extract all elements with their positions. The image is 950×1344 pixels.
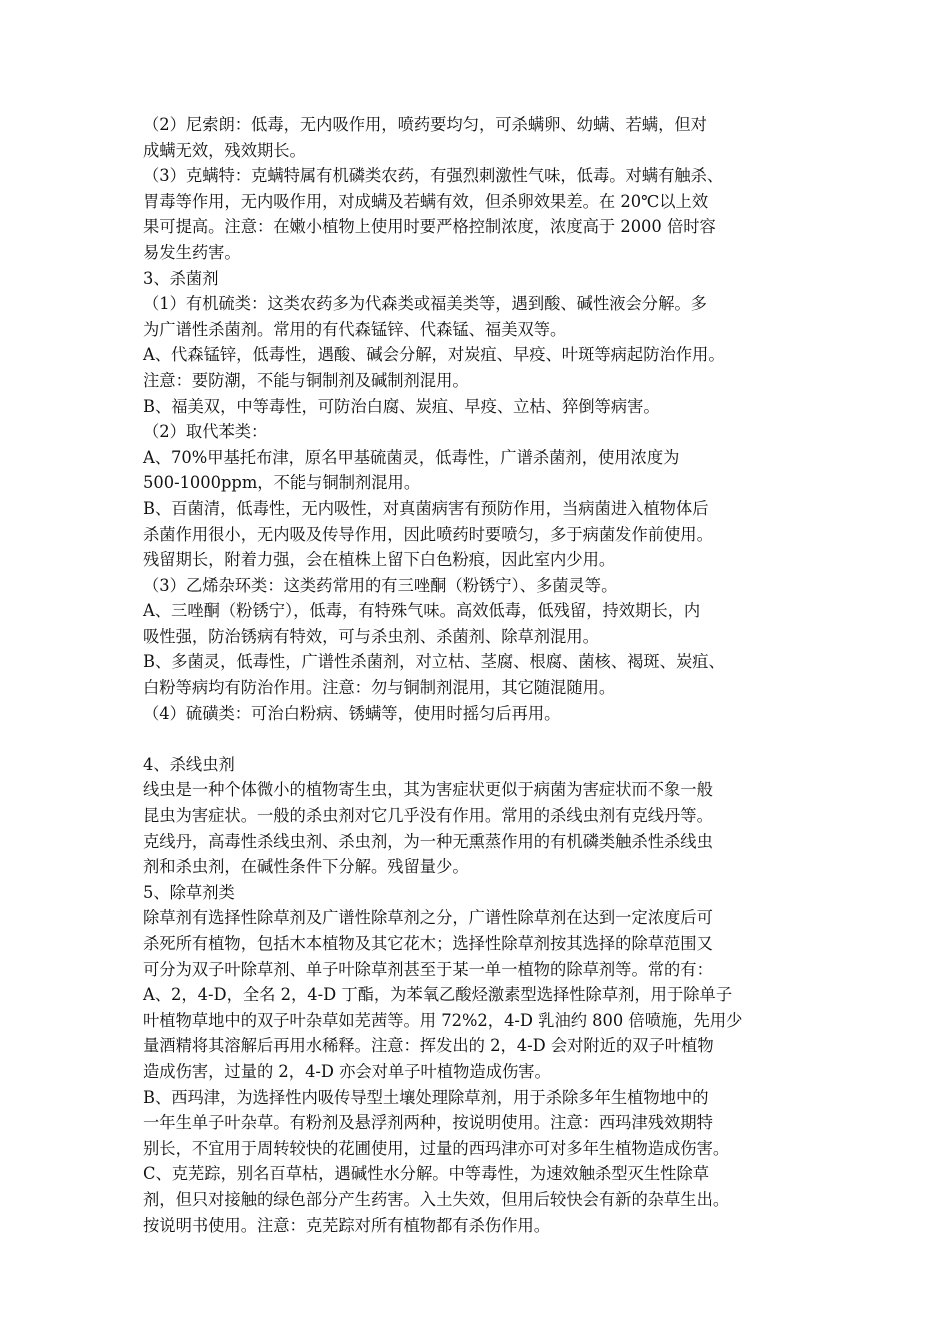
text-line: 量酒精将其溶解后再用水稀释。注意：挥发出的 2，4-D 会对附近的双子叶植物 [143, 1036, 714, 1056]
text-line: A、70%甲基托布津，原名甲基硫菌灵，低毒性，广谱杀菌剂，使用浓度为 [143, 447, 680, 467]
text-line: 果可提高。注意：在嫩小植物上使用时要严格控制浓度，浓度高于 2000 倍时容 [143, 217, 716, 237]
text-line: 成螨无效，残效期长。 [143, 140, 306, 160]
text-line: （2）取代苯类： [143, 422, 268, 442]
text-line: 线虫是一种个体微小的植物寄生虫，其为害症状更似于病菌为害症状而不象一般 [143, 780, 713, 800]
text-line: （4）硫磺类：可治白粉病、锈螨等，使用时摇匀后再用。 [143, 703, 561, 723]
text-line: 5、除草剂类 [143, 882, 235, 902]
text-line: 造成伤害，过量的 2，4-D 亦会对单子叶植物造成伤害。 [143, 1061, 551, 1081]
blank-line [143, 726, 813, 752]
text-line: 易发生药害。 [143, 242, 241, 262]
text-line: 杀死所有植物，包括木本植物及其它花木；选择性除草剂按其选择的除草范围又 [143, 934, 713, 953]
text-line: A、代森锰锌，低毒性，遇酸、碱会分解，对炭疽、早疫、叶斑等病起防治作用。 [143, 345, 725, 365]
text-line: （3）克螨特：克螨特属有机磷类农药，有强烈刺激性气味，低毒。对螨有触杀、 [143, 166, 724, 186]
text-line: 胃毒等作用，无内吸作用，对成螨及若螨有效，但杀卵效果差。在 20℃以上效 [143, 191, 709, 211]
text-line: 4、杀线虫剂 [143, 754, 235, 774]
text-line: C、克芜踪，别名百草枯，遇碱性水分解。中等毒性，为速效触杀型灭生性除草 [143, 1164, 710, 1184]
text-line: 按说明书使用。注意：克芜踪对所有植物都有杀伤作用。 [143, 1215, 551, 1235]
text-line: A、三唑酮（粉锈宁），低毒，有特殊气味。高效低毒，低残留，持效期长，内 [143, 601, 701, 621]
text-line: 为广谱性杀菌剂。常用的有代森锰锌、代森锰、福美双等。 [143, 319, 567, 339]
text-line: 白粉等病均有防治作用。注意：勿与铜制剂混用，其它随混随用。 [143, 678, 616, 698]
text-line: 剂，但只对接触的绿色部分产生药害。入土失效，但用后较快会有新的杂草生出。 [143, 1189, 730, 1209]
text-line: B、多菌灵，低毒性，广谱性杀菌剂，对立枯、茎腐、根腐、菌核、褐斑、炭疽、 [143, 652, 725, 672]
text-line: B、西玛津，为选择性内吸传导型土壤处理除草剂，用于杀除多年生植物地中的 [143, 1087, 709, 1107]
text-line: （2）尼索朗：低毒，无内吸作用，喷药要均匀，可杀螨卵、幼螨、若螨，但对 [143, 115, 707, 134]
text-line: 除草剂有选择性除草剂及广谱性除草剂之分，广谱性除草剂在达到一定浓度后可 [143, 908, 713, 928]
text-line: （3）乙烯杂环类：这类药常用的有三唑酮（粉锈宁）、多菌灵等。 [143, 575, 618, 595]
text-line: 杀菌作用很小，无内吸及传导作用，因此喷药时要喷匀，多于病菌发作前使用。 [143, 524, 713, 544]
text-line: 昆虫为害症状。一般的杀虫剂对它几乎没有作用。常用的杀线虫剂有克线丹等。 [143, 806, 713, 826]
text-line: （1）有机硫类：这类农药多为代森类或福美类等，遇到酸、碱性液会分解。多 [143, 294, 707, 314]
text-line: B、福美双，中等毒性，可防治白腐、炭疽、早疫、立枯、猝倒等病害。 [143, 396, 660, 416]
text-line: 一年生单子叶杂草。有粉剂及悬浮剂两种，按说明使用。注意：西玛津残效期特 [143, 1113, 713, 1133]
text-line: 可分为双子叶除草剂、单子叶除草剂甚至于某一单一植物的除草剂等。常的有： [143, 959, 713, 979]
text-line: 剂和杀虫剂，在碱性条件下分解。残留量少。 [143, 857, 469, 877]
text-line: 3、杀菌剂 [143, 268, 219, 288]
text-line: 注意：要防潮，不能与铜制剂及碱制剂混用。 [143, 370, 469, 390]
text-line: 残留期长，附着力强，会在植株上留下白色粉痕，因此室内少用。 [143, 550, 616, 570]
text-line: A、2，4-D，全名 2，4-D 丁酯，为苯氧乙酸烃激素型选择性除草剂，用于除单子 [143, 985, 733, 1005]
document-page [143, 112, 813, 1238]
text-line: 叶植物草地中的双子叶杂草如芜茜等。用 72%2，4-D 乳油约 800 倍喷施，先用少 [143, 1010, 743, 1030]
text-line: 吸性强，防治锈病有特效，可与杀虫剂、杀菌剂、除草剂混用。 [143, 626, 599, 646]
text-line: B、百菌清，低毒性，无内吸性，对真菌病害有预防作用，当病菌进入植物体后 [143, 498, 709, 518]
text-line: 克线丹，高毒性杀线虫剂、杀虫剂，为一种无熏蒸作用的有机磷类触杀性杀线虫 [143, 831, 713, 851]
text-line: 别长，不宜用于周转较快的花圃使用，过量的西玛津亦可对多年生植物造成伤害。 [143, 1138, 730, 1158]
text-line: 500-1000ppm，不能与铜制剂混用。 [143, 473, 421, 493]
